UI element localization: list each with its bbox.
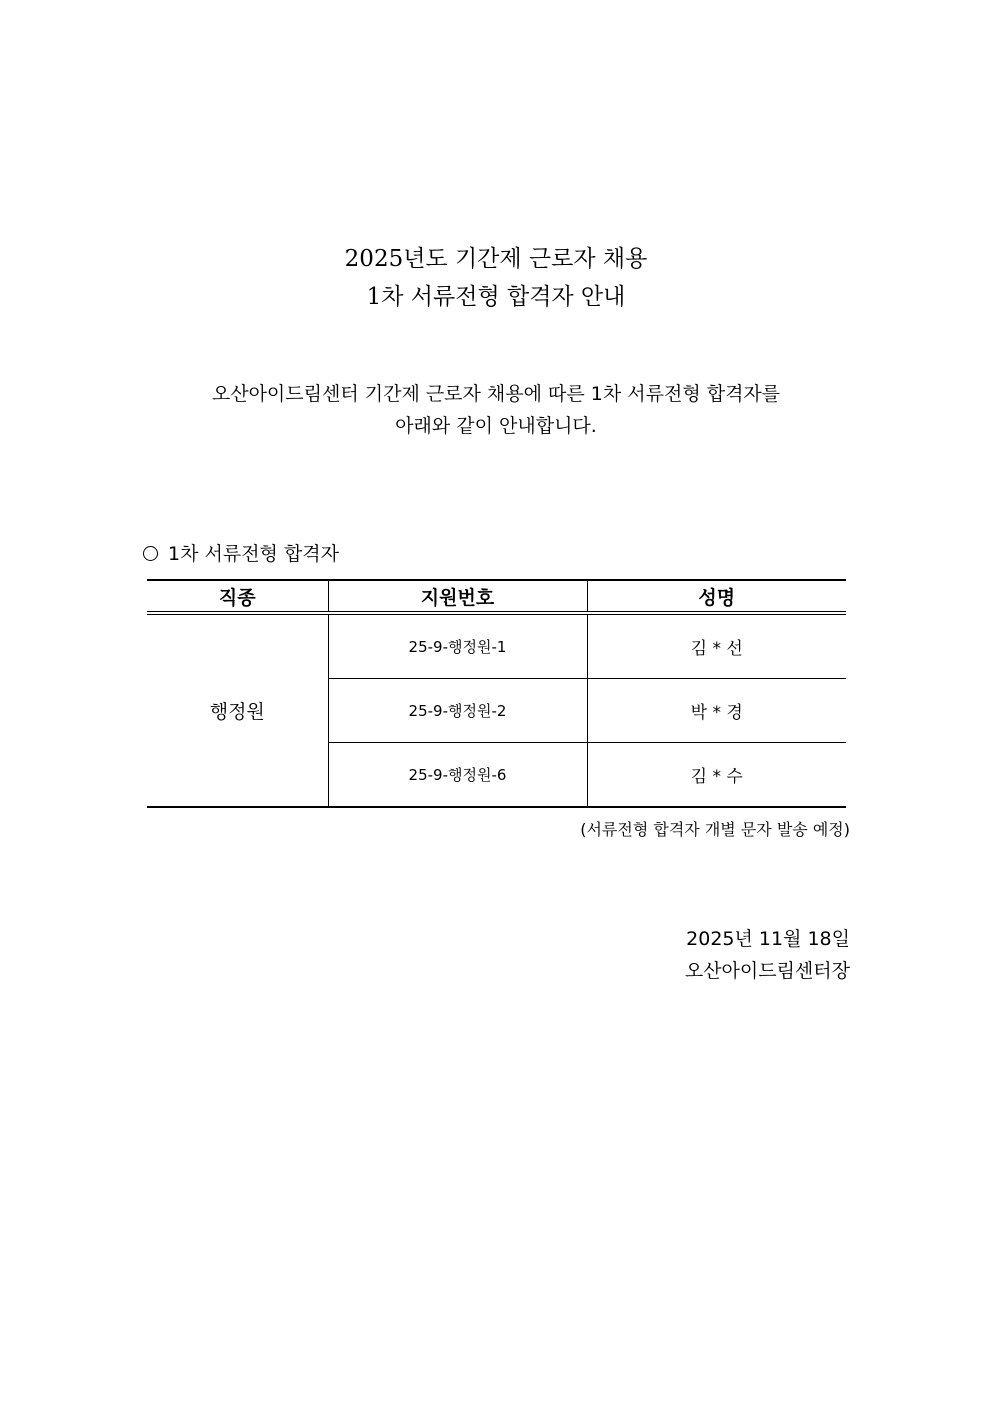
circle-bullet-icon (143, 546, 158, 561)
application-number-cell: 25-9-행정원-1 (328, 613, 587, 679)
header-application-number: 지원번호 (328, 580, 587, 613)
table-row (147, 613, 846, 679)
intro-text-line-2: 아래와 같이 안내합니다. (395, 415, 597, 437)
issue-date: 2025년 11월 18일 (686, 928, 850, 950)
issuer-signature: 오산아이드림센터장 (684, 960, 850, 982)
intro-text-line-1: 오산아이드림센터 기간제 근로자 채용에 따른 1차 서류전형 합격자를 (211, 383, 781, 405)
document-title-line-2: 1차 서류전형 합격자 안내 (366, 284, 626, 310)
job-type-cell: 행정원 (147, 613, 328, 807)
applicant-name-cell: 박 * 경 (587, 679, 846, 743)
table-header-row (147, 580, 846, 613)
applicant-name-cell: 김 * 수 (587, 743, 846, 808)
applicant-name-cell: 김 * 선 (587, 613, 846, 679)
document-title-line-1: 2025년도 기간제 근로자 채용 (344, 246, 648, 272)
header-job-type: 직종 (147, 580, 328, 613)
application-number-cell: 25-9-행정원-6 (328, 743, 587, 808)
results-table (147, 579, 846, 808)
section-heading (143, 540, 339, 568)
notification-note: (서류전형 합격자 개별 문자 발송 예정) (580, 820, 850, 839)
header-name: 성명 (587, 580, 846, 613)
section-heading-text: 1차 서류전형 합격자 (168, 543, 339, 565)
application-number-cell: 25-9-행정원-2 (328, 679, 587, 743)
